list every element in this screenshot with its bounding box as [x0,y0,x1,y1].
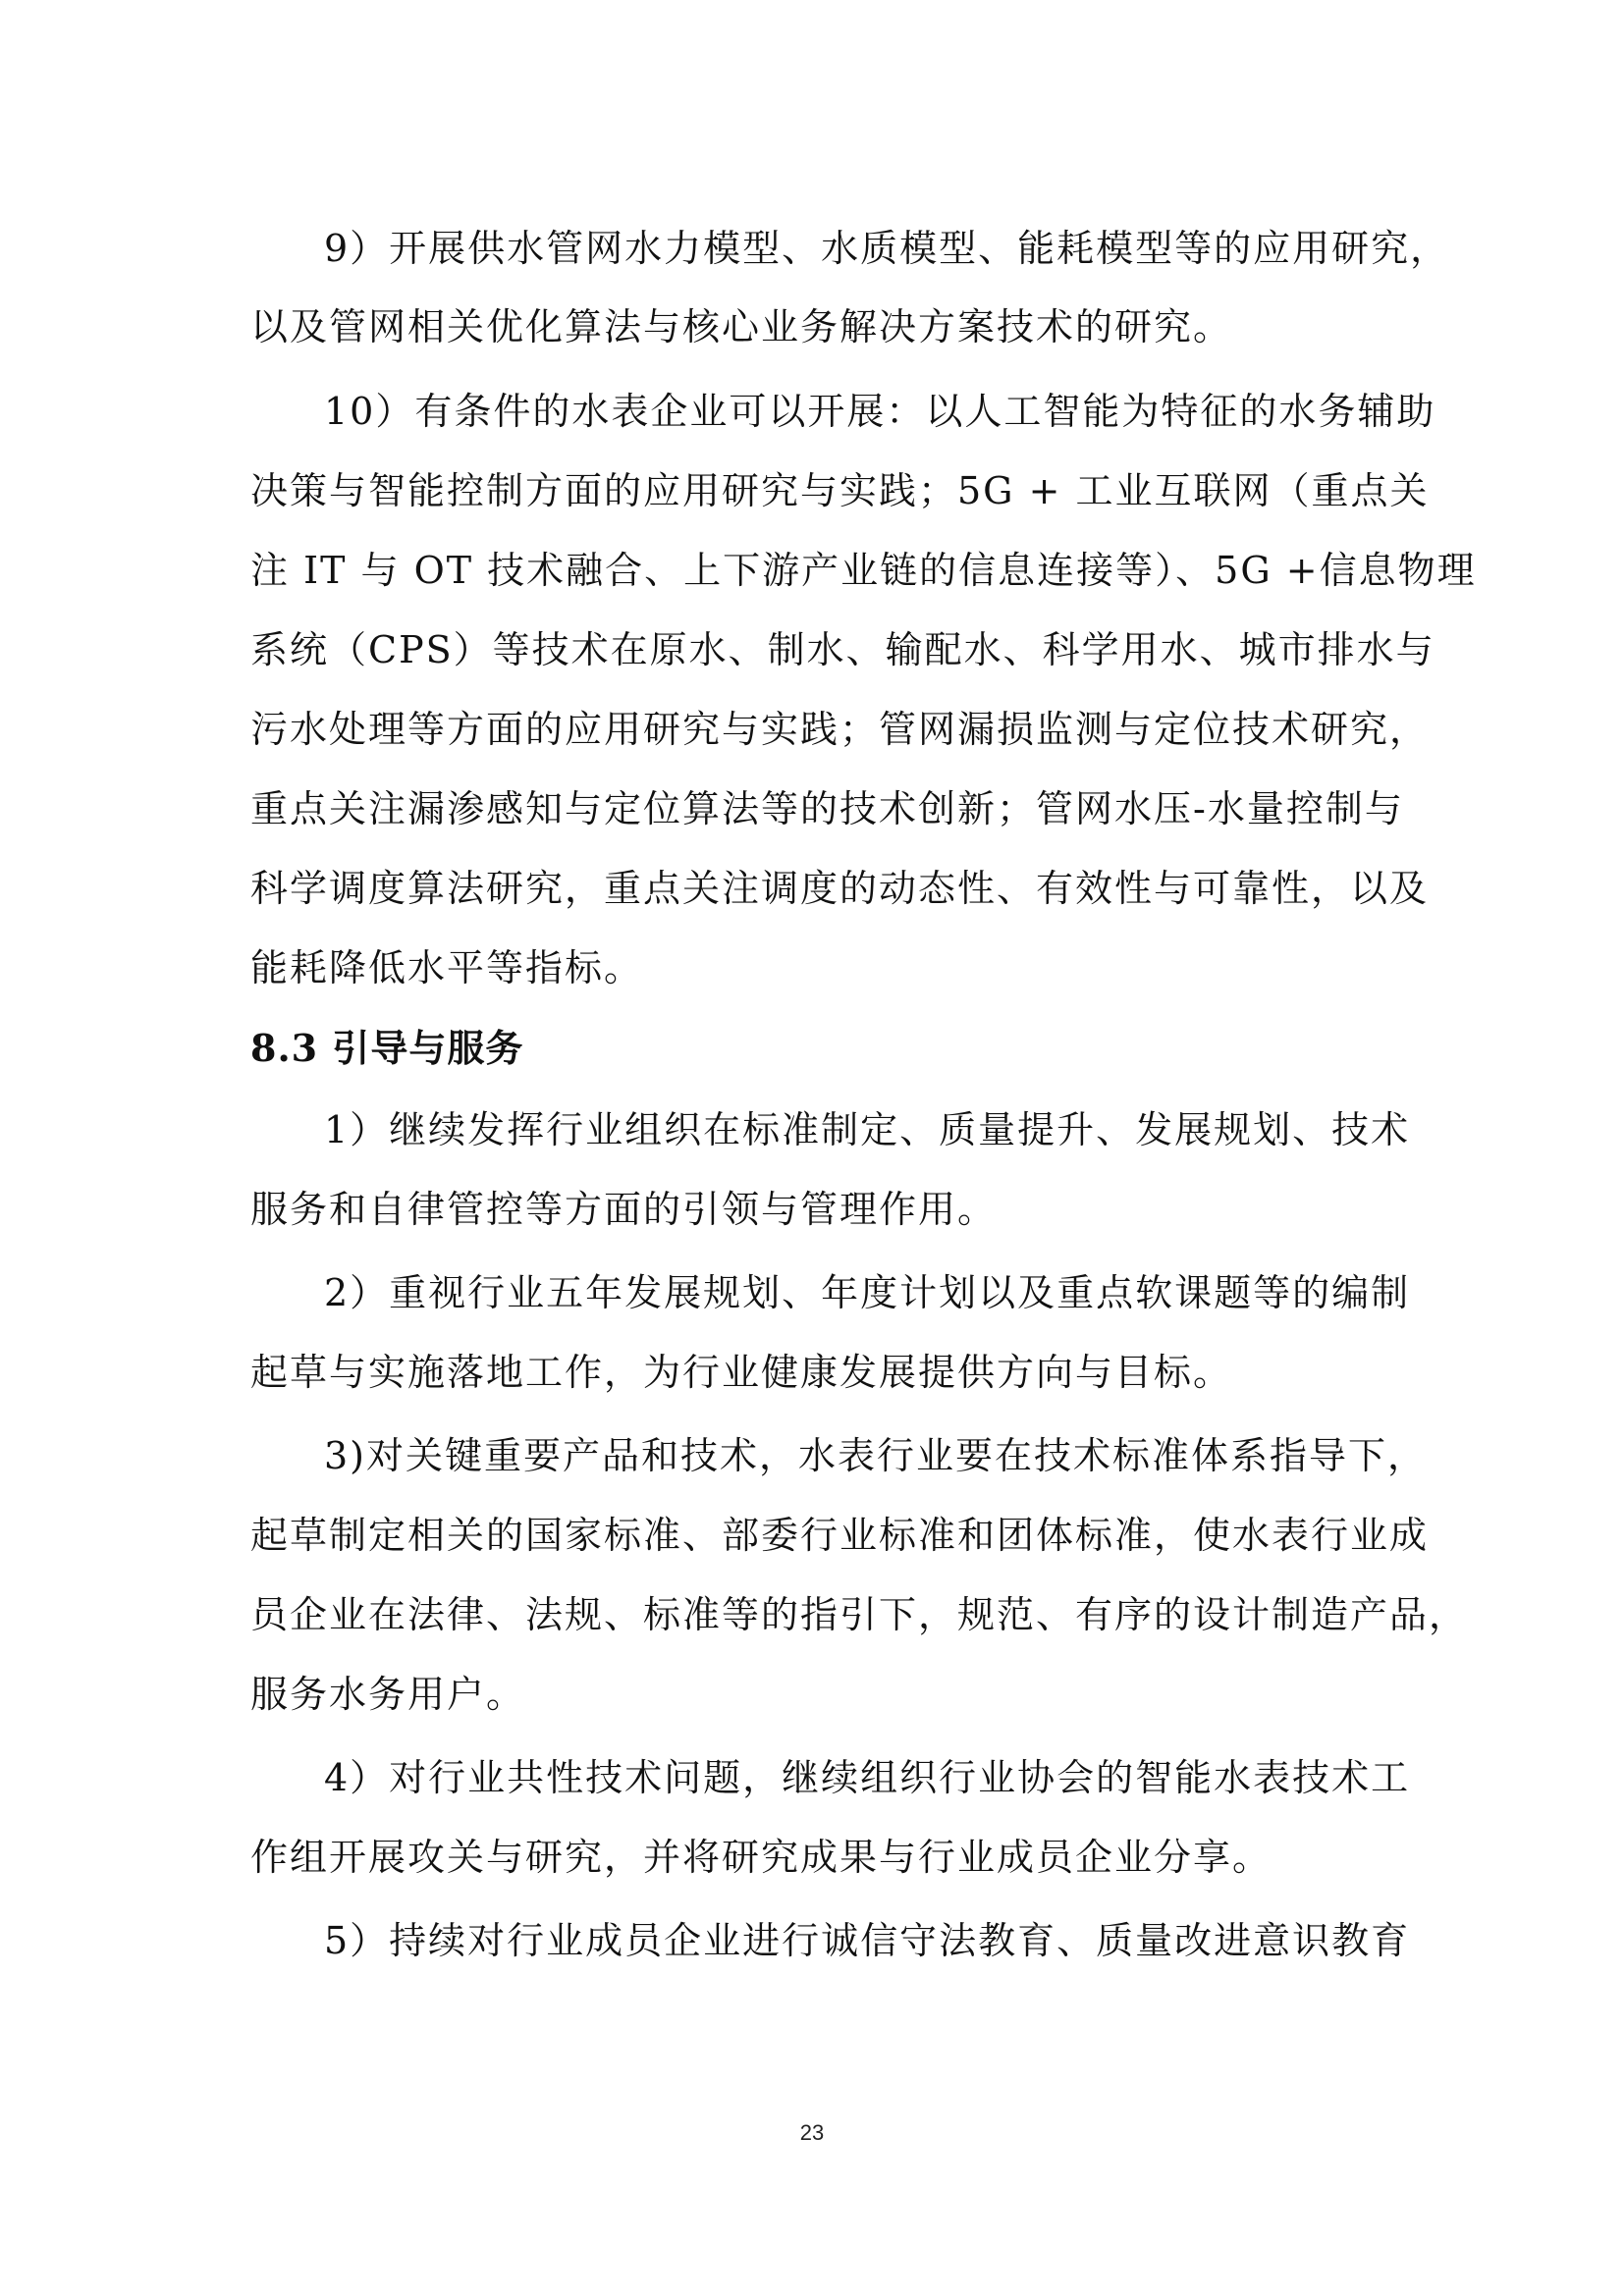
item-1-line-1: 1）继续发挥行业组织在标准制定、质量提升、发展规划、技术 [324,1108,1411,1151]
item-1-line-2: 服务和自律管控等方面的引领与管理作用。 [250,1188,998,1231]
item-3-line-1: 3)对关键重要产品和技术，水表行业要在技术标准体系指导下， [324,1434,1428,1477]
item-4-line-1: 4）对行业共性技术问题，继续组织行业协会的智能水表技术工 [324,1756,1411,1799]
paragraph-10-line-5: 污水处理等方面的应用研究与实践；管网漏损监测与定位技术研究， [250,708,1430,751]
section-heading: 8.3 引导与服务 [250,1026,524,1070]
paragraph-9-line-1: 9）开展供水管网水力模型、水质模型、能耗模型等的应用研究， [324,227,1450,270]
item-3-line-2: 起草制定相关的国家标准、部委行业标准和团体标准，使水表行业成 [250,1514,1430,1557]
paragraph-10-line-7: 科学调度算法研究，重点关注调度的动态性、有效性与可靠性，以及 [250,867,1430,910]
item-2-line-2: 起草与实施落地工作，为行业健康发展提供方向与目标。 [250,1351,1233,1394]
item-5-line-1: 5）持续对行业成员企业进行诚信守法教育、质量改进意识教育 [324,1919,1411,1962]
page-number: 23 [799,2120,825,2145]
paragraph-10-line-4: 系统（CPS）等技术在原水、制水、输配水、科学用水、城市排水与 [250,628,1435,671]
paragraph-10-line-6: 重点关注漏渗感知与定位算法等的技术创新；管网水压-水量控制与 [250,787,1404,830]
paragraph-9-line-2: 以及管网相关优化算法与核心业务解决方案技术的研究。 [250,305,1233,348]
paragraph-10-line-8: 能耗降低水平等指标。 [250,946,644,989]
item-3-line-4: 服务水务用户。 [250,1673,526,1716]
paragraph-10-line-2: 决策与智能控制方面的应用研究与实践；5G + 工业互联网（重点关 [250,469,1430,512]
item-2-line-1: 2）重视行业五年发展规划、年度计划以及重点软课题等的编制 [324,1271,1411,1314]
paragraph-10-line-1: 10）有条件的水表企业可以开展：以人工智能为特征的水务辅助 [324,390,1436,433]
item-4-line-2: 作组开展攻关与研究，并将研究成果与行业成员企业分享。 [250,1836,1272,1879]
item-3-line-3: 员企业在法律、法规、标准等的指引下，规范、有序的设计制造产品， [250,1593,1469,1636]
paragraph-10-line-3: 注 IT 与 OT 技术融合、上下游产业链的信息连接等）、5G +信息物理 [250,549,1477,592]
